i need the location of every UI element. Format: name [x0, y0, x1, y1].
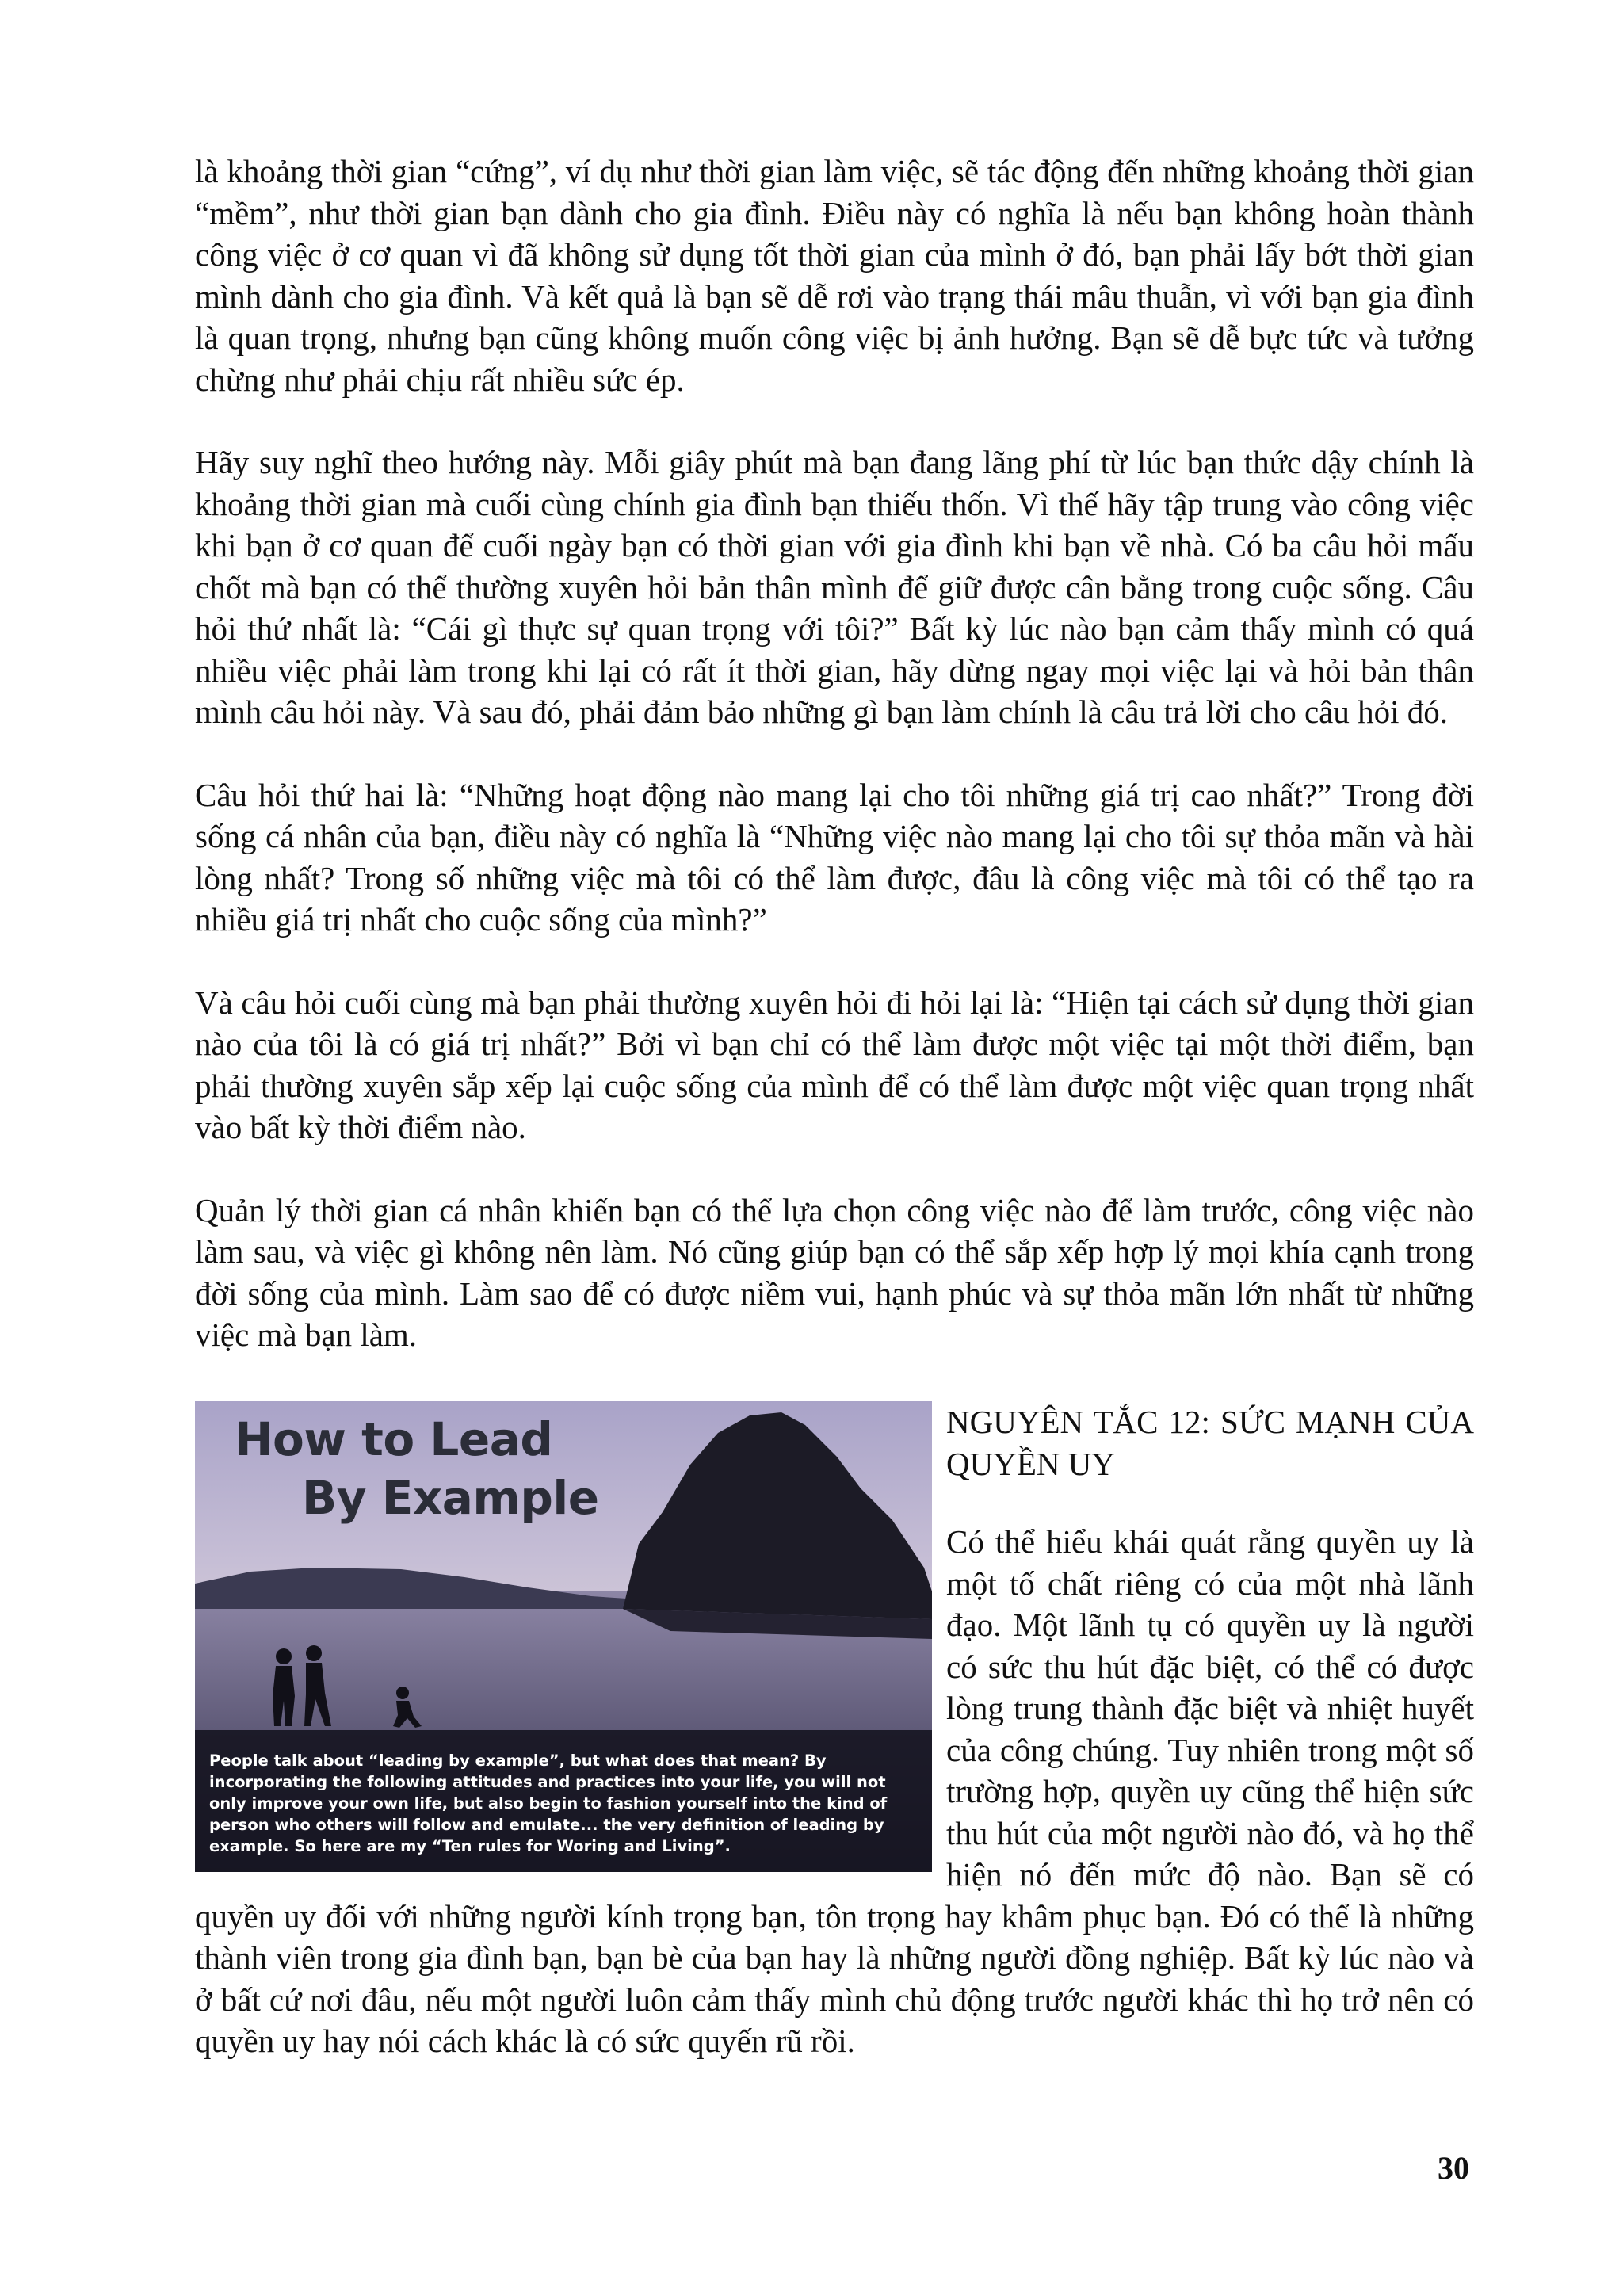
figure-title-line2: By Example — [302, 1471, 599, 1525]
body-text — [195, 151, 1474, 1356]
paragraph: là khoảng thời gian “cứng”, ví dụ như thời gian làm việc, sẽ tác động đến những khoảng thời gian “mềm”, như thời gian bạn dành cho gia đình. Điều này có nghĩa là nếu bạn không hoàn thành công việc ở cơ quan vì đã không sử dụng tốt thời gian của mình ở đó, bạn phải lấy bớt thời gian mình dành cho gia đình. Và kết quả là bạn sẽ dễ rơi vào trạng thái mâu thuẫn, vì với bạn gia đình là quan trọng, nhưng bạn cũng không muốn công việc bị ảnh hưởng. Bạn sẽ dễ bực tức và tưởng chừng như phải chịu rất nhiều sức ép. — [195, 153, 1474, 398]
paragraph: Câu hỏi thứ hai là: “Những hoạt động nào mang lại cho tôi những giá trị cao nhất?” Trong đời sống cá nhân của bạn, điều này có nghĩa là “Những việc nào mang lại cho tôi sự thỏa mãn và hài lòng nhất? Trong số những việc mà tôi có thể làm được, đâu là công việc mà tôi có thể tạo ra nhiều giá trị nhất cho cuộc sống của mình?” — [195, 776, 1474, 938]
paragraph: Quản lý thời gian cá nhân khiến bạn có thể lựa chọn công việc nào để làm trước, công việc nào làm sau, và việc gì không nên làm. Nó cũng giúp bạn có thể sắp xếp hợp lý mọi khía cạnh trong đời sống của mình. Làm sao để có được niềm vui, hạnh phúc và sự thỏa mãn lớn nhất từ những việc mà bạn làm. — [195, 1191, 1474, 1353]
figure-title-line1: How to Lead — [235, 1412, 553, 1466]
section-with-figure — [195, 1401, 1474, 2062]
paragraph: Và câu hỏi cuối cùng mà bạn phải thường xuyên hỏi đi hỏi lại là: “Hiện tại cách sử dụng thời gian nào của tôi là có giá trị nhất?” Bởi vì bạn chỉ có thể làm được một việc tại một thời điểm, bạn phải thường xuyên sắp xếp lại cuộc sống của mình để có thể làm được một việc quan trọng nhất vào bất kỳ thời điểm nào. — [195, 984, 1474, 1145]
paragraph: Hãy suy nghĩ theo hướng này. Mỗi giây phút mà bạn đang lãng phí từ lúc bạn thức dậy chính là khoảng thời gian mà cuối cùng chính gia đình bạn thiếu thốn. Vì thế hãy tập trung vào công việc khi bạn ở cơ quan để cuối ngày bạn có thời gian với gia đình khi bạn về nhà. Có ba câu hỏi mấu chốt mà bạn có thể thường xuyên hỏi bản thân mình để giữ được cân bằng trong cuộc sống. Câu hỏi thứ nhất là: “Cái gì thực sự quan trọng với tôi?” Bất kỳ lúc nào bạn cảm thấy mình có quá nhiều việc phải làm trong khi lại có rất ít thời gian, hãy dừng ngay mọi việc lại và hỏi bản thân mình câu hỏi này. Và sau đó, phải đảm bảo những gì bạn làm chính là câu trả lời cho câu hỏi đó. — [195, 444, 1474, 730]
section-text: Có thể hiểu khái quát rằng quyền uy là một tố chất riêng có của một nhà lãnh đạo. Một lãnh tụ có quyền uy là người có sức thu hút đặc biệt, có thể có được lòng trung thành đặc biệt và nhiệt huyết của công chúng. Tuy nhiên trong một số trường hợp, quyền uy cũng thể hiện sức thu hút của một người nào đó, và họ thể hiện nó đến mức độ nào. Bạn sẽ có quyền uy đối với những người kính trọng bạn, tôn trọng hay khâm phục bạn. Đó có thể là những thành viên trong gia đình bạn, bạn bè của bạn hay là những người đồng nghiệp. Bất kỳ lúc nào và ở bất cứ nơi đâu, nếu một người luôn cảm thấy mình chủ động trước người khác thì họ trở nên có quyền uy hay nói cách khác là có sức quyến rũ rồi. — [195, 1523, 1474, 2059]
lead-by-example-image — [195, 1401, 932, 1872]
section-heading: NGUYÊN TẮC 12: SỨC MẠNH CỦA QUYỀN UY — [946, 1404, 1474, 1482]
page-number: 30 — [1438, 2150, 1469, 2186]
figure-caption: People talk about “leading by example”, but what does that mean? By incorporating the following attitudes and practices into your life, you will not only improve your own life, but also begin to fashion yourself into the kind of person who others will follow and emulate... the very definition of leading by example. So here are my “Ten rules for Woring and Living”. — [209, 1752, 888, 1855]
